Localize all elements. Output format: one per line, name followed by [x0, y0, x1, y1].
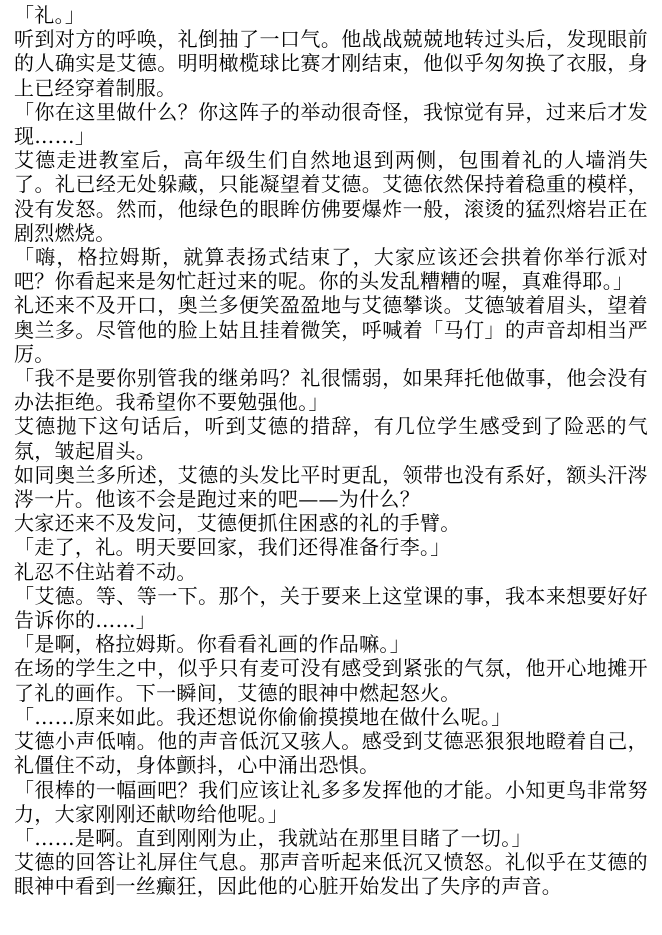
paragraph-18: 「很棒的一幅画吧？我们应该让礼多多发挥他的才能。小知更鸟非常努力，大家刚刚还献吻给他呢。」 — [14, 777, 648, 826]
paragraph-1: 「礼。」 — [14, 3, 86, 27]
paragraph-13: 「艾德。等、等一下。那个，关于要来上这堂课的事，我本来想要好好告诉你的……」 — [14, 583, 648, 633]
paragraph-8: 艾德抛下这句话后，听到艾德的措辞，有几位学生感受到了险恶的气氛，皱起眉头。 — [14, 414, 648, 463]
paragraph-3: 「你在这里做什么？你这阵子的举动很奇怪，我惊觉有异，过来后才发现……」 — [14, 99, 648, 149]
paragraph-10: 大家还来不及发问，艾德便抓住困惑的礼的手臂。 — [14, 511, 461, 536]
paragraph-19: 「……是啊。直到刚刚为止，我就站在那里目睹了一切。」 — [14, 825, 532, 850]
paragraph-16: 「……原来如此。我还想说你偷偷摸摸地在做什么呢。」 — [14, 704, 512, 729]
paragraph-15: 在场的学生之中，似乎只有麦可没有感受到紧张的气氛，他开心地摊开了礼的画作。下一瞬间，艾德的眼神中燃起怒火。 — [14, 656, 648, 705]
paragraph-2: 听到对方的呼唤，礼倒抽了一口气。他战战兢兢地转过头后，发现眼前的人确实是艾德。明明橄榄球比赛才刚结束，他似乎匆匆换了衣服，身上已经穿着制服。 — [14, 27, 648, 100]
paragraph-9: 如同奥兰多所述，艾德的头发比平时更乱，领带也没有系好，额头汗涔涔一片。他该不会是跑过来的吧——为什么？ — [14, 462, 648, 512]
paragraph-17: 艾德小声低喃。他的声音低沉又骇人。感受到艾德恶狠狠地瞪着自己，礼僵住不动，身体颤抖，心中涌出恐惧。 — [14, 729, 648, 778]
paragraph-6: 礼还来不及开口，奥兰多便笑盈盈地与艾德攀谈。艾德皱着眉头，望着奥兰多。尽管他的脸上姑且挂着微笑，呼喊着「马仃」的声音却相当严厉。 — [14, 293, 648, 366]
paragraph-5: 「嗨，格拉姆斯，就算表扬式结束了，大家应该还会拱着你举行派对吧？你看起来是匆忙赶过来的呢。你的头发乱糟糟的喔，真难得耶。」 — [14, 245, 648, 294]
paragraph-4: 艾德走进教室后，高年级生们自然地退到两侧，包围着礼的人墙消失了。礼已经无处躲藏，只能凝望着艾德。艾德依然保持着稳重的模样，没有发怒。然而，他绿色的眼眸仿佛要爆炸一般，滚烫的猛烈熔岩正在剧烈燃烧。 — [14, 148, 648, 245]
paragraph-20: 艾德的回答让礼屏住气息。那声音听起来低沉又愤怒。礼似乎在艾德的眼神中看到一丝癫狂，因此他的心脏开始发出了失序的声音。 — [14, 850, 648, 899]
paragraph-7: 「我不是要你别管我的继弟吗？礼很懦弱，如果拜托他做事，他会没有办法拒绝。我希望你不要勉强他。」 — [14, 366, 648, 415]
paragraph-14: 「是啊，格拉姆斯。你看看礼画的作品嘛。」 — [14, 632, 410, 657]
paragraph-11: 「走了，礼。明天要回家，我们还得准备行李。」 — [14, 535, 451, 560]
paragraph-12: 礼忍不住站着不动。 — [14, 559, 197, 584]
